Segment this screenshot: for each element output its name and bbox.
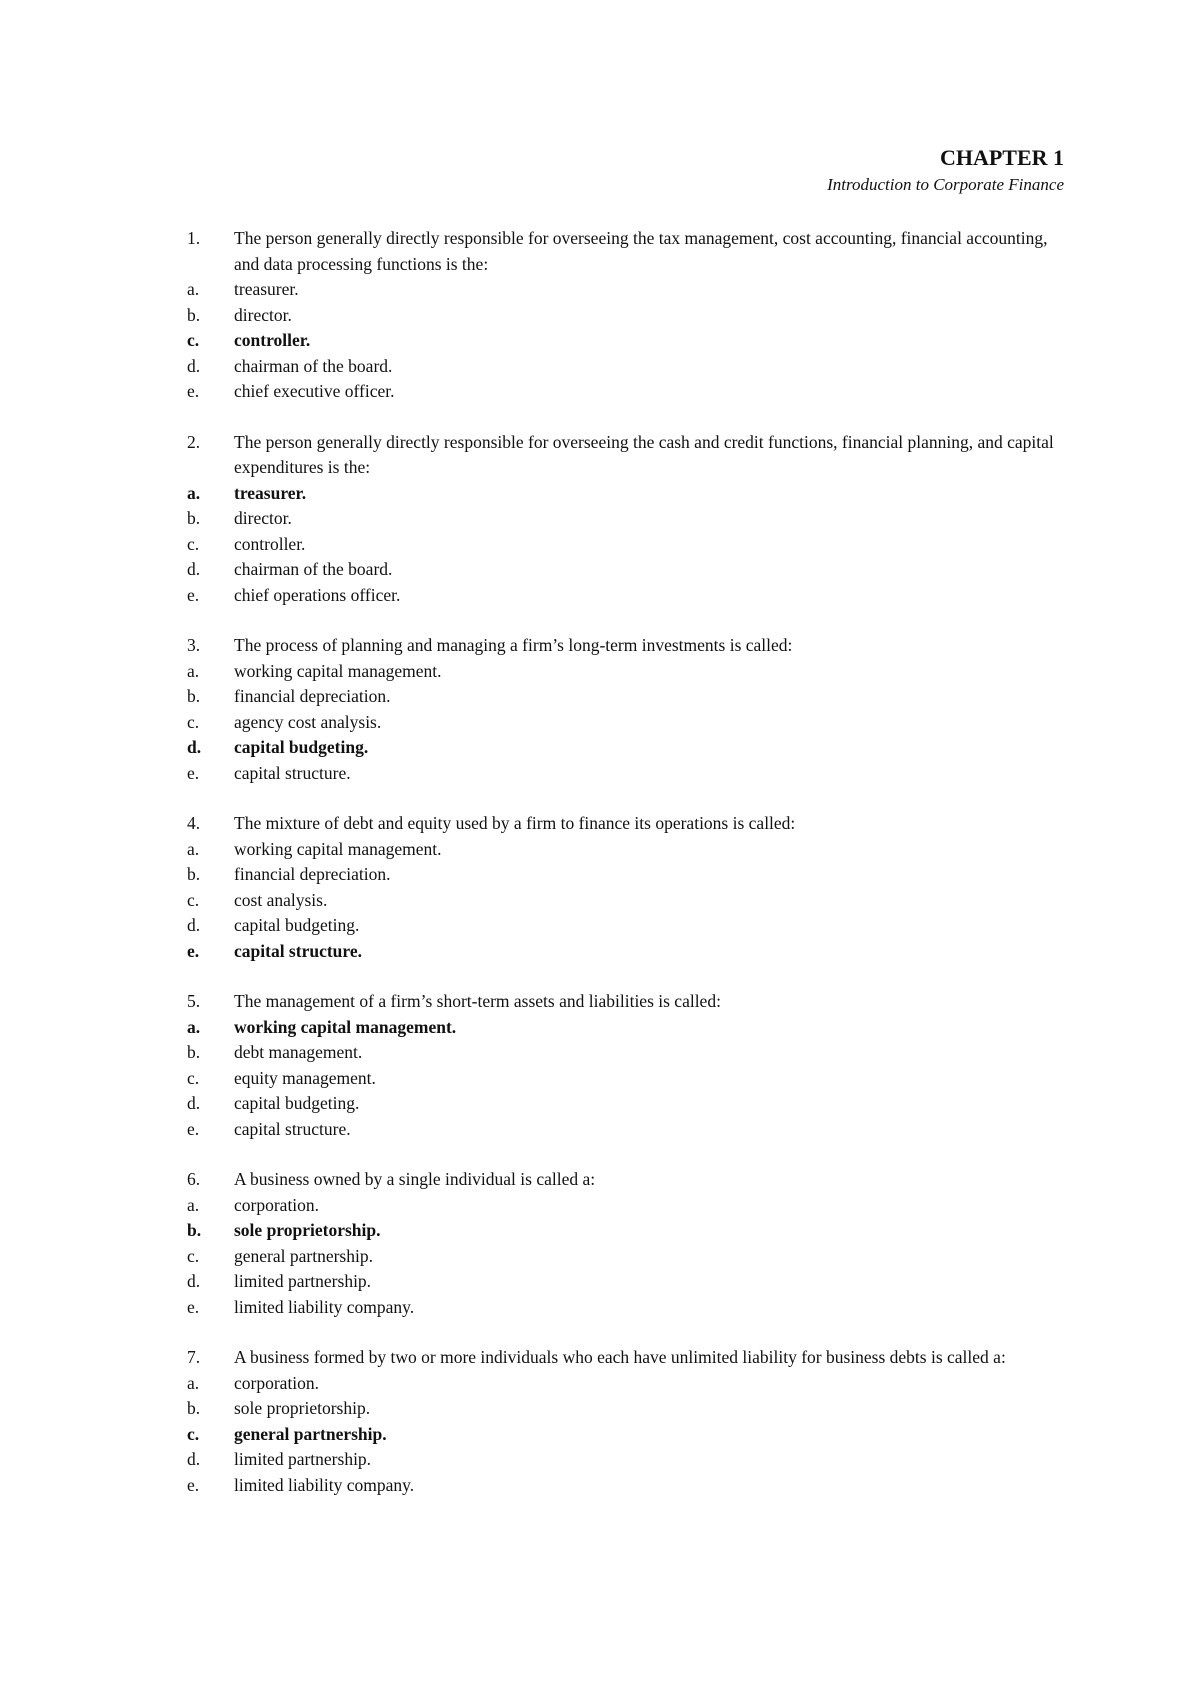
option-text: capital structure. — [234, 1118, 351, 1139]
option-text: sole proprietorship. — [234, 1398, 371, 1418]
option-letter: c. — [187, 1245, 200, 1266]
question-5 — [187, 989, 1067, 1142]
question-number: 1. — [187, 228, 201, 248]
option-letter: c. — [187, 711, 200, 732]
option-text: equity management. — [234, 1067, 376, 1088]
answer-option — [187, 862, 1067, 888]
option-text: sole proprietorship. — [234, 1220, 381, 1240]
option-letter: d. — [187, 355, 201, 376]
question-text: The person generally directly responsible for overseeing the tax management, cost accounting, financial accounting, and data processing functions is the: — [234, 228, 1048, 274]
answer-option — [187, 684, 1067, 710]
answer-option — [187, 277, 1067, 303]
answer-option — [187, 761, 1067, 787]
question-stem — [187, 989, 1067, 1015]
option-text: limited liability company. — [234, 1296, 415, 1317]
answer-option — [187, 1396, 1067, 1422]
option-letter: c. — [187, 1067, 200, 1088]
question-number: 3. — [187, 635, 201, 655]
answer-option — [187, 1091, 1067, 1117]
option-letter: e. — [187, 584, 200, 605]
option-letter: e. — [187, 1474, 200, 1495]
question-number: 2. — [187, 431, 201, 452]
question-list — [187, 226, 1067, 1523]
option-text: chief executive officer. — [234, 381, 395, 401]
option-letter: b. — [187, 1398, 201, 1418]
question-number: 6. — [187, 1169, 201, 1189]
answer-option-correct — [187, 939, 1067, 965]
question-text: The process of planning and managing a firm’s long-term investments is called: — [234, 635, 793, 655]
answer-option — [187, 532, 1067, 558]
answer-option-correct — [187, 481, 1067, 507]
option-text: treasurer. — [234, 279, 299, 299]
question-text: The person generally directly responsible for overseeing the cash and credit functions, financial planning, and capital expenditures is the: — [234, 431, 1054, 477]
option-letter: d. — [187, 737, 202, 757]
option-letter: e. — [187, 1118, 200, 1139]
answer-option-correct — [187, 1218, 1067, 1244]
option-text: director. — [234, 304, 292, 325]
chapter-title: CHAPTER 1 — [939, 145, 1064, 170]
option-text: chairman of the board. — [234, 355, 393, 376]
option-text: financial depreciation. — [234, 864, 391, 884]
option-letter: a. — [187, 660, 200, 681]
answer-option — [187, 888, 1067, 914]
question-3 — [187, 633, 1067, 786]
option-letter: c. — [187, 533, 200, 554]
question-text: The management of a firm’s short-term assets and liabilities is called: — [234, 991, 721, 1011]
chapter-header — [827, 143, 1064, 197]
option-letter: d. — [187, 559, 201, 579]
option-letter: d. — [187, 915, 201, 935]
option-letter: d. — [187, 1271, 201, 1291]
answer-option — [187, 1269, 1067, 1295]
question-stem — [187, 633, 1067, 659]
answer-option — [187, 583, 1067, 609]
question-1 — [187, 226, 1067, 405]
option-letter: a. — [187, 279, 200, 299]
answer-option — [187, 1473, 1067, 1499]
option-text: general partnership. — [234, 1245, 373, 1266]
option-letter: c. — [187, 889, 200, 910]
option-text: capital budgeting. — [234, 1093, 360, 1113]
option-letter: c. — [187, 330, 200, 350]
option-letter: a. — [187, 482, 201, 503]
answer-option — [187, 557, 1067, 583]
option-letter: b. — [187, 508, 201, 528]
question-6 — [187, 1167, 1067, 1320]
answer-option — [187, 1066, 1067, 1092]
option-text: capital structure. — [234, 940, 362, 961]
answer-option-correct — [187, 1015, 1067, 1041]
option-letter: e. — [187, 940, 200, 961]
option-letter: e. — [187, 1296, 200, 1317]
question-4 — [187, 811, 1067, 964]
answer-option-correct — [187, 1422, 1067, 1448]
answer-option — [187, 659, 1067, 685]
answer-option — [187, 1040, 1067, 1066]
option-text: controller. — [234, 533, 306, 554]
answer-option — [187, 837, 1067, 863]
answer-option — [187, 506, 1067, 532]
answer-option — [187, 710, 1067, 736]
question-text: The mixture of debt and equity used by a firm to finance its operations is called: — [234, 813, 796, 833]
option-letter: e. — [187, 381, 200, 401]
question-number: 4. — [187, 813, 201, 833]
option-text: agency cost analysis. — [234, 711, 382, 732]
option-letter: b. — [187, 686, 201, 706]
option-text: limited partnership. — [234, 1271, 372, 1291]
option-text: working capital management. — [234, 1016, 457, 1037]
option-letter: d. — [187, 1449, 201, 1469]
answer-option — [187, 1447, 1067, 1473]
option-letter: a. — [187, 1016, 201, 1037]
option-letter: a. — [187, 1372, 200, 1393]
answer-option — [187, 1371, 1067, 1397]
question-7 — [187, 1345, 1067, 1498]
answer-option — [187, 1117, 1067, 1143]
option-text: cost analysis. — [234, 889, 328, 910]
answer-option — [187, 354, 1067, 380]
option-letter: a. — [187, 1194, 200, 1215]
question-stem — [187, 811, 1067, 837]
question-text: A business formed by two or more individuals who each have unlimited liability for business debts is called a: — [234, 1347, 1006, 1367]
option-text: capital budgeting. — [234, 915, 360, 935]
option-letter: b. — [187, 1042, 201, 1062]
option-letter: b. — [187, 1220, 202, 1240]
option-text: corporation. — [234, 1194, 320, 1215]
option-letter: b. — [187, 864, 201, 884]
question-number: 5. — [187, 991, 201, 1011]
option-text: working capital management. — [234, 660, 442, 681]
question-stem — [187, 226, 1067, 277]
question-text: A business owned by a single individual is called a: — [234, 1169, 596, 1189]
option-text: limited liability company. — [234, 1474, 415, 1495]
answer-option — [187, 1193, 1067, 1219]
option-text: treasurer. — [234, 482, 307, 503]
question-stem — [187, 1345, 1067, 1371]
chapter-subtitle: Introduction to Corporate Finance — [827, 175, 1064, 194]
option-text: financial depreciation. — [234, 686, 391, 706]
question-stem — [187, 430, 1067, 481]
option-text: capital budgeting. — [234, 737, 369, 757]
option-text: director. — [234, 508, 292, 528]
answer-option-correct — [187, 328, 1067, 354]
answer-option — [187, 303, 1067, 329]
option-text: limited partnership. — [234, 1449, 372, 1469]
option-text: general partnership. — [234, 1423, 387, 1444]
answer-option — [187, 379, 1067, 405]
question-stem — [187, 1167, 1067, 1193]
option-text: corporation. — [234, 1372, 320, 1393]
option-text: debt management. — [234, 1042, 363, 1062]
question-2 — [187, 430, 1067, 609]
answer-option — [187, 913, 1067, 939]
option-letter: d. — [187, 1093, 201, 1113]
answer-option-correct — [187, 735, 1067, 761]
option-letter: c. — [187, 1423, 200, 1444]
option-text: chief operations officer. — [234, 584, 401, 605]
option-text: chairman of the board. — [234, 559, 393, 579]
answer-option — [187, 1244, 1067, 1270]
option-letter: a. — [187, 838, 200, 859]
option-letter: b. — [187, 304, 201, 325]
option-text: controller. — [234, 330, 311, 350]
option-text: capital structure. — [234, 762, 351, 783]
option-text: working capital management. — [234, 838, 442, 859]
question-number: 7. — [187, 1347, 201, 1367]
option-letter: e. — [187, 762, 200, 783]
answer-option — [187, 1295, 1067, 1321]
